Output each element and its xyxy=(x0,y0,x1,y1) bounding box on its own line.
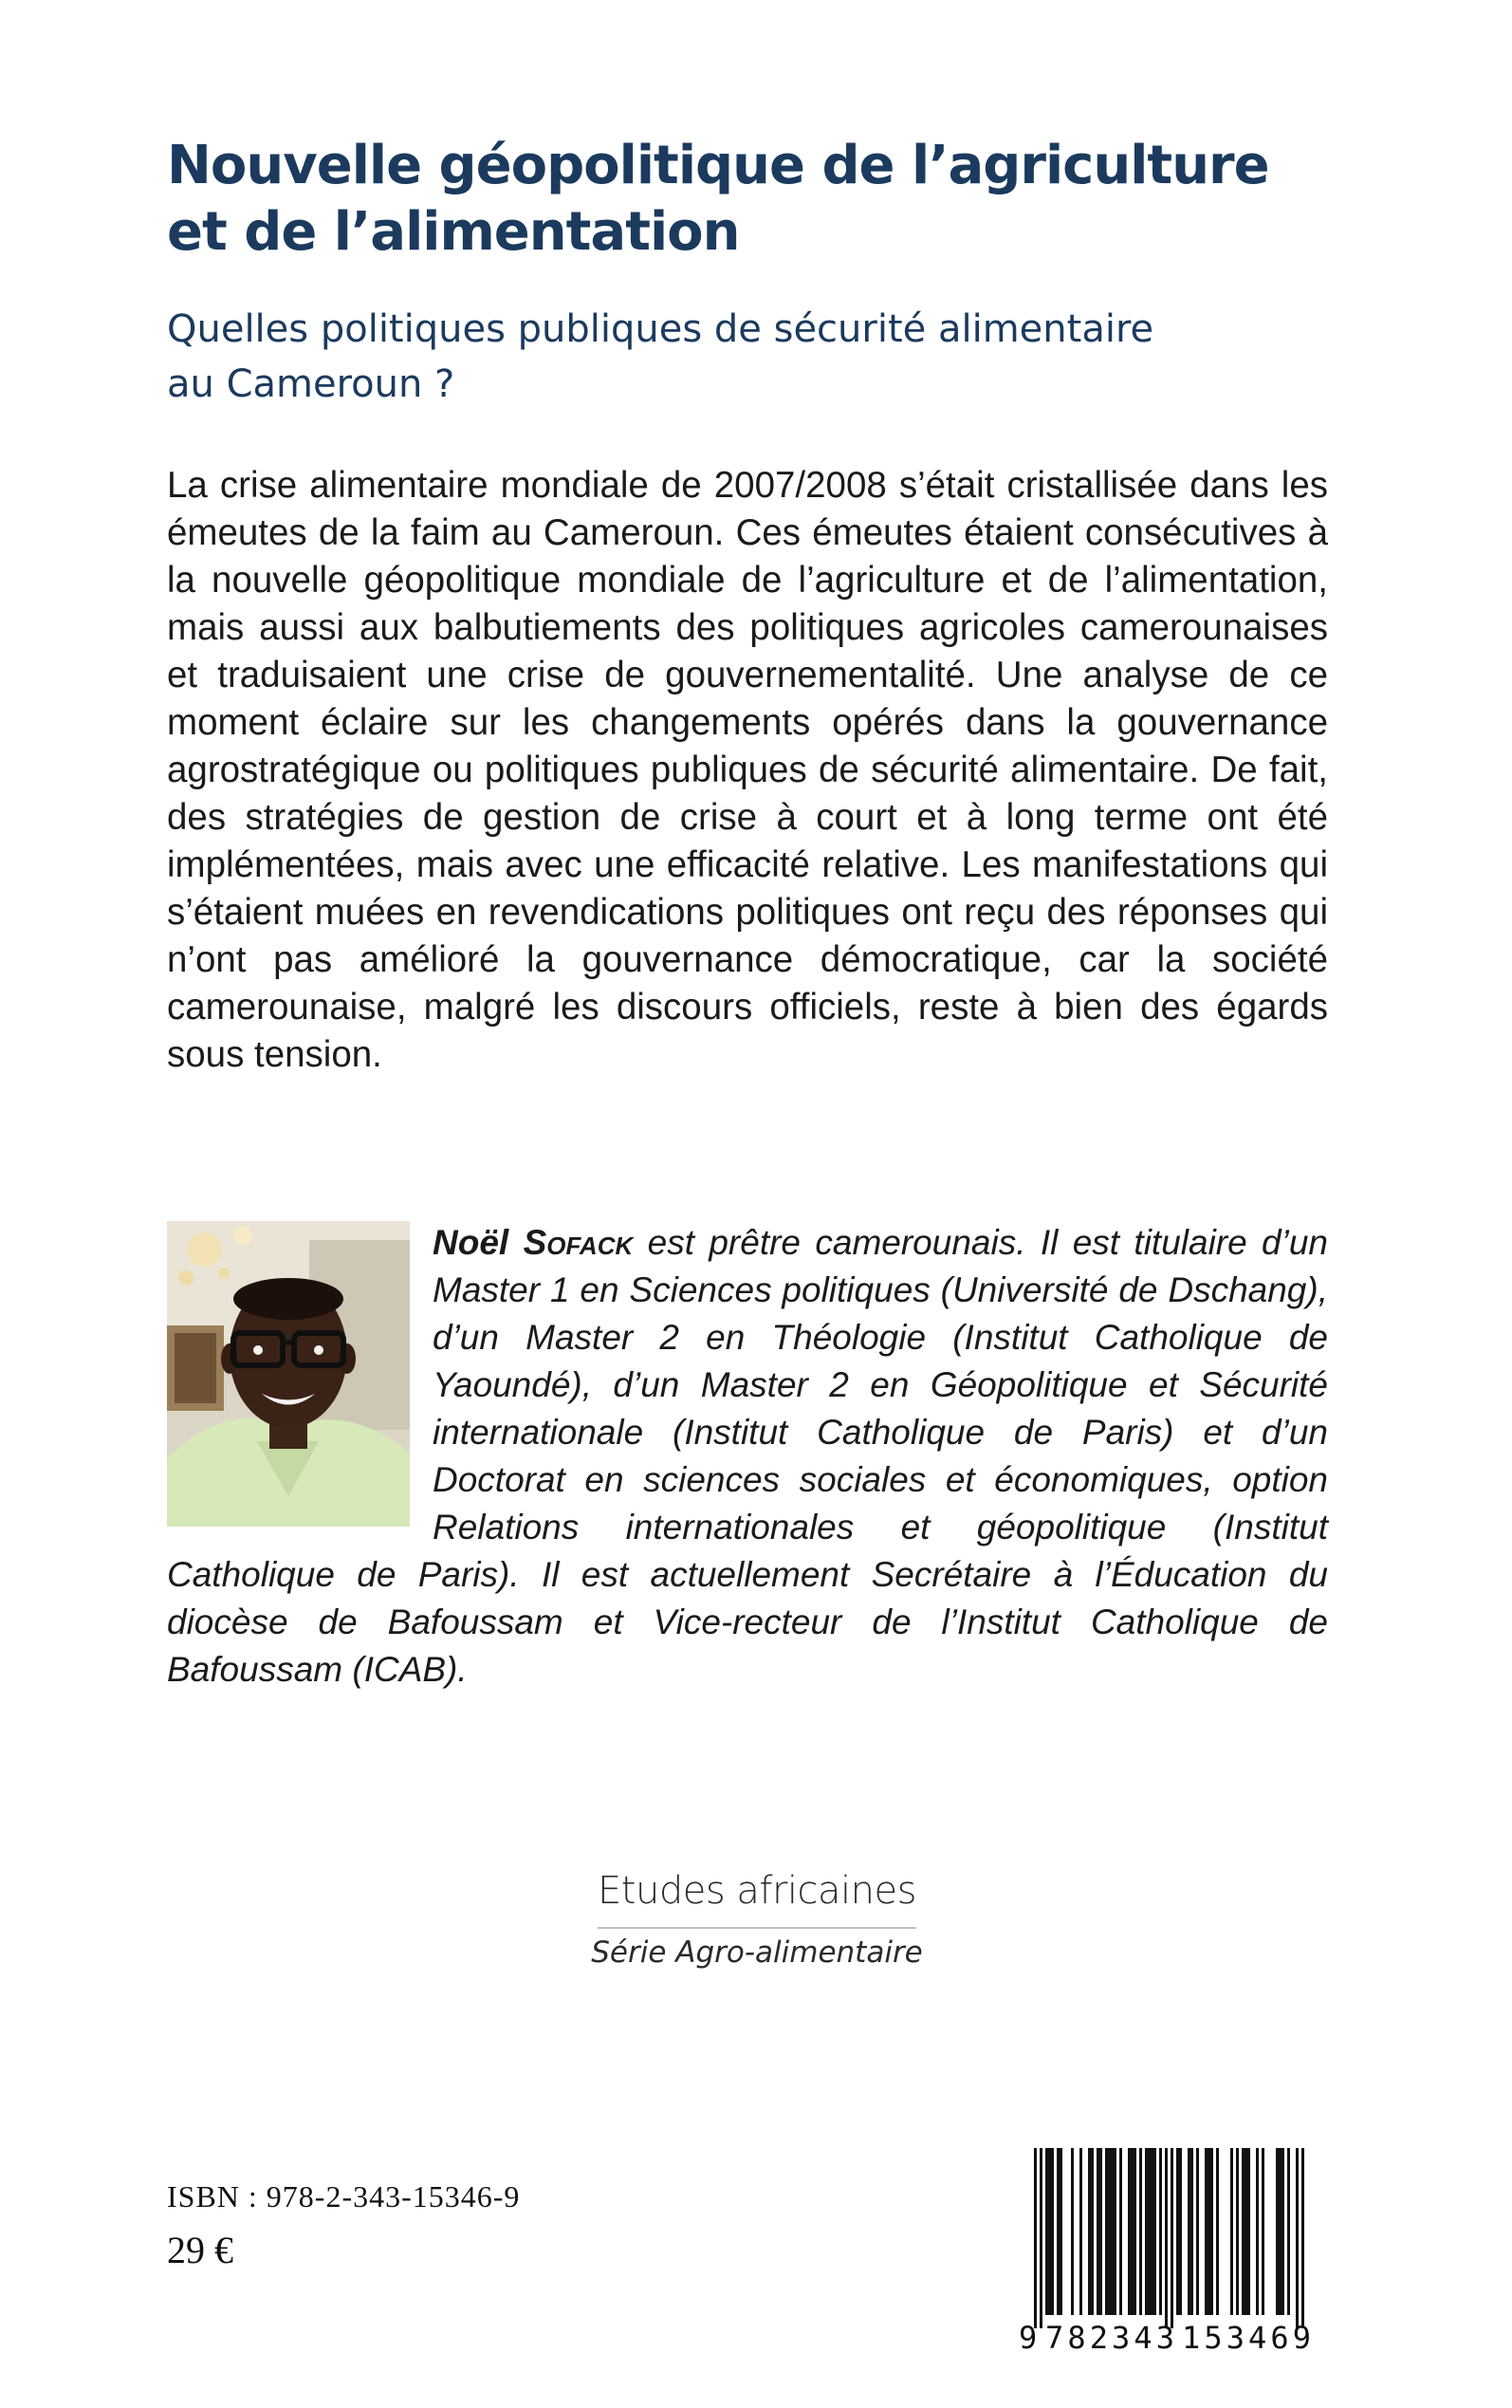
barcode-bar xyxy=(1296,2148,1299,2328)
barcode-bar xyxy=(1216,2148,1219,2315)
barcode-bar xyxy=(1210,2148,1213,2315)
author-bio-text: est prêtre camerounais. Il est titulaire d’un Master 1 en Sciences politiques (Université de Dschang), d’un Master 2 en Théologie (Institut Catholique de Yaoundé), d’un Master 2 en Géopolitique et Sécurité internationale (Institut Catholique de Paris) et d’un Doctorat en sciences sociales et économiques, option Relations internationales et géopolitique (Institut Catholique de Paris). Il est actuellement Secrétaire à l’Éducation du diocèse de Bafoussam et Vice-recteur de l’Institut Catholique de Bafoussam (ICAB). xyxy=(167,1223,1329,1689)
barcode-bar xyxy=(1051,2148,1054,2315)
barcode-bar xyxy=(1256,2148,1259,2315)
barcode-bar xyxy=(1099,2148,1102,2315)
barcode-bar xyxy=(1153,2148,1156,2315)
book-title-line-2: et de l’alimentation xyxy=(167,201,740,263)
barcode-bar xyxy=(1208,2148,1210,2315)
barcode-bar xyxy=(1145,2148,1148,2315)
series-name: Etudes africaines xyxy=(598,1869,916,1913)
barcode-bar xyxy=(1247,2148,1250,2315)
barcode-bar xyxy=(1262,2148,1264,2315)
barcode-bar xyxy=(1151,2148,1153,2315)
book-subtitle-line-1: Quelles politiques publiques de sécurité alimentaire xyxy=(167,307,1154,351)
barcode-bar xyxy=(1179,2148,1182,2315)
barcode xyxy=(1005,2144,1328,2355)
barcode-bar xyxy=(1242,2148,1245,2315)
series-subseries: Série Agro-alimentaire xyxy=(591,1936,923,1970)
barcode-bar xyxy=(1282,2148,1284,2315)
barcode-bar xyxy=(1114,2148,1116,2315)
barcode-bar xyxy=(1176,2148,1179,2315)
barcode-bar xyxy=(1097,2148,1099,2315)
barcode-bar xyxy=(1287,2148,1290,2315)
book-subtitle-line-2: au Cameroun ? xyxy=(167,362,455,406)
barcode-bar xyxy=(1071,2148,1074,2315)
barcode-bar xyxy=(1119,2148,1122,2315)
barcode-group-1: 782343 xyxy=(1045,2320,1174,2355)
barcode-first-digit: 9 xyxy=(1019,2320,1038,2355)
barcode-bar xyxy=(1301,2148,1304,2328)
barcode-bar xyxy=(1139,2148,1142,2315)
barcode-bar xyxy=(1105,2148,1108,2315)
barcode-bar xyxy=(1245,2148,1247,2315)
barcode-bar xyxy=(1088,2148,1091,2315)
barcode-bar xyxy=(1057,2148,1060,2315)
barcode-bar xyxy=(1159,2148,1162,2315)
book-subtitle xyxy=(167,302,1362,412)
author-bio xyxy=(167,1219,1328,1694)
barcode-bar xyxy=(1230,2148,1233,2315)
barcode-bar xyxy=(1196,2148,1199,2315)
barcode-bar xyxy=(1111,2148,1114,2315)
barcode-bar xyxy=(1236,2148,1239,2315)
author-surname: Sofack xyxy=(523,1223,634,1262)
barcode-bar xyxy=(1171,2148,1173,2328)
barcode-bar xyxy=(1048,2148,1051,2315)
photo-wrap-space xyxy=(167,1219,433,1530)
barcode-bar xyxy=(1034,2148,1037,2328)
book-title-line-1: Nouvelle géopolitique de l’agriculture xyxy=(167,135,1269,196)
barcode-bar xyxy=(1134,2148,1136,2315)
barcode-group-2: 153469 xyxy=(1182,2320,1311,2355)
barcode-bar xyxy=(1131,2148,1134,2315)
barcode-bar xyxy=(1040,2148,1042,2328)
barcode-bar xyxy=(1148,2148,1151,2315)
barcode-bar xyxy=(1276,2148,1279,2315)
barcode-bar xyxy=(1205,2148,1208,2315)
isbn: ISBN : 978-2-343-15346-9 xyxy=(167,2179,521,2214)
barcode-bar xyxy=(1279,2148,1282,2315)
author-first-name: Noël xyxy=(433,1223,509,1262)
price: 29 € xyxy=(167,2229,233,2271)
barcode-bar xyxy=(1060,2148,1062,2315)
barcode-bar xyxy=(1108,2148,1111,2315)
barcode-bar xyxy=(1190,2148,1193,2315)
barcode-bar xyxy=(1188,2148,1190,2315)
barcode-bar xyxy=(1079,2148,1082,2315)
series-divider xyxy=(598,1927,916,1929)
barcode-bar xyxy=(1045,2148,1048,2315)
book-summary: La crise alimentaire mondiale de 2007/2008 s’était cristallisée dans les émeutes de la faim au Cameroun. Ces émeutes étaient consécutives à la nouvelle géopolitique mondiale de l’agriculture et de l’alimentation, mais aussi aux balbutiements des politiques agricoles camerounaises et traduisaient une crise de gouvernementalité. Une analyse de ce moment éclaire sur les changements opérés dans la gouvernance agrostratégique ou politiques publiques de sécurité alimentaire. De fait, des stratégies de gestion de crise à court et à long terme ont été implémentées, mais avec une efficacité relative. Les manifestations qui s’étaient muées en revendications politiques ont reçu des réponses qui n’ont pas amélioré la gouvernance démocratique, car la société camerounaise, malgré les discours officiels, reste à bien des égards sous tension. xyxy=(167,465,1328,1075)
book-title xyxy=(167,133,1362,266)
barcode-bar xyxy=(1128,2148,1131,2315)
barcode-bar xyxy=(1091,2148,1094,2315)
barcode-bar xyxy=(1165,2148,1168,2328)
